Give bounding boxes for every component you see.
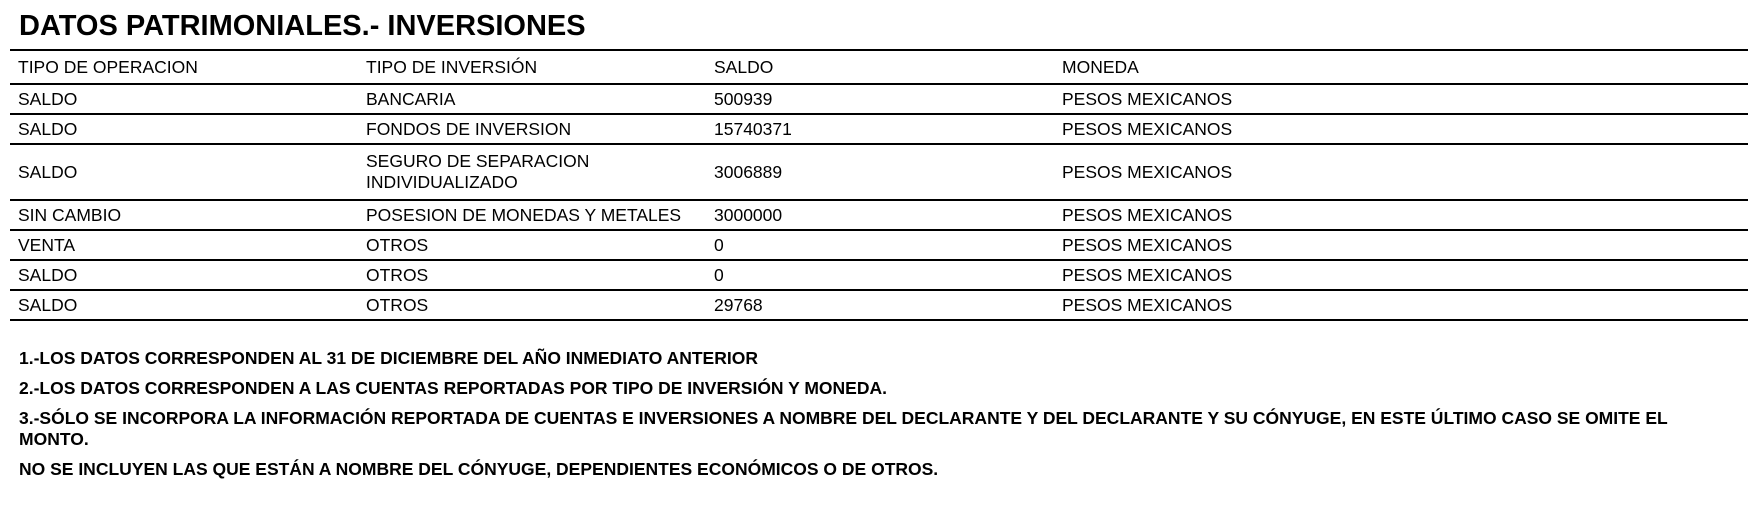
cell-empty <box>1394 200 1748 230</box>
cell-saldo: 500939 <box>706 84 1054 114</box>
notes-section <box>19 348 1731 489</box>
cell-moneda: PESOS MEXICANOS <box>1054 114 1394 144</box>
cell-empty <box>1394 230 1748 260</box>
cell-tipo-inversion: OTROS <box>358 230 706 260</box>
header-tipo-operacion: TIPO DE OPERACION <box>10 50 358 84</box>
cell-saldo: 0 <box>706 230 1054 260</box>
cell-tipo-inversion: SEGURO DE SEPARACION INDIVIDUALIZADO <box>358 144 706 200</box>
cell-tipo-operacion: SIN CAMBIO <box>10 200 358 230</box>
cell-tipo-operacion: SALDO <box>10 290 358 320</box>
table-row <box>10 230 1748 260</box>
cell-saldo: 15740371 <box>706 114 1054 144</box>
cell-tipo-inversion: POSESION DE MONEDAS Y METALES <box>358 200 706 230</box>
header-moneda: MONEDA <box>1054 50 1394 84</box>
table-header-row <box>10 50 1748 84</box>
cell-empty <box>1394 290 1748 320</box>
cell-empty <box>1394 84 1748 114</box>
header-saldo: SALDO <box>706 50 1054 84</box>
cell-empty <box>1394 260 1748 290</box>
cell-moneda: PESOS MEXICANOS <box>1054 84 1394 114</box>
cell-empty <box>1394 114 1748 144</box>
cell-tipo-operacion: SALDO <box>10 84 358 114</box>
header-empty-cell <box>1394 50 1748 84</box>
cell-moneda: PESOS MEXICANOS <box>1054 200 1394 230</box>
cell-tipo-operacion: SALDO <box>10 260 358 290</box>
cell-saldo: 3000000 <box>706 200 1054 230</box>
cell-tipo-inversion: OTROS <box>358 260 706 290</box>
cell-saldo: 3006889 <box>706 144 1054 200</box>
table-row <box>10 260 1748 290</box>
cell-tipo-inversion: FONDOS DE INVERSION <box>358 114 706 144</box>
table-row <box>10 144 1748 200</box>
cell-empty <box>1394 144 1748 200</box>
note-3: 3.-SÓLO SE INCORPORA LA INFORMACIÓN REPORTADA DE CUENTAS E INVERSIONES A NOMBRE DEL DECLARANTE Y DEL DECLARANTE Y SU CÓNYUGE, EN ESTE ÚLTIMO CASO SE OMITE EL MONTO. <box>19 408 1668 449</box>
note-1: 1.-LOS DATOS CORRESPONDEN AL 31 DE DICIEMBRE DEL AÑO INMEDIATO ANTERIOR <box>19 348 758 368</box>
table-row <box>10 114 1748 144</box>
header-tipo-inversion: TIPO DE INVERSIÓN <box>358 50 706 84</box>
cell-moneda: PESOS MEXICANOS <box>1054 290 1394 320</box>
table-row <box>10 84 1748 114</box>
table-row <box>10 290 1748 320</box>
cell-moneda: PESOS MEXICANOS <box>1054 144 1394 200</box>
cell-saldo: 0 <box>706 260 1054 290</box>
note-2: 2.-LOS DATOS CORRESPONDEN A LAS CUENTAS REPORTADAS POR TIPO DE INVERSIÓN Y MONEDA. <box>19 378 887 398</box>
cell-moneda: PESOS MEXICANOS <box>1054 260 1394 290</box>
note-4: NO SE INCLUYEN LAS QUE ESTÁN A NOMBRE DEL CÓNYUGE, DEPENDIENTES ECONÓMICOS O DE OTROS. <box>19 459 939 479</box>
document-title: DATOS PATRIMONIALES.- INVERSIONES <box>19 10 586 42</box>
investments-table <box>10 49 1748 321</box>
cell-tipo-operacion: SALDO <box>10 114 358 144</box>
cell-tipo-operacion: VENTA <box>10 230 358 260</box>
cell-tipo-inversion: BANCARIA <box>358 84 706 114</box>
cell-moneda: PESOS MEXICANOS <box>1054 230 1394 260</box>
cell-tipo-operacion: SALDO <box>10 144 358 200</box>
table-row <box>10 200 1748 230</box>
cell-saldo: 29768 <box>706 290 1054 320</box>
cell-tipo-inversion: OTROS <box>358 290 706 320</box>
